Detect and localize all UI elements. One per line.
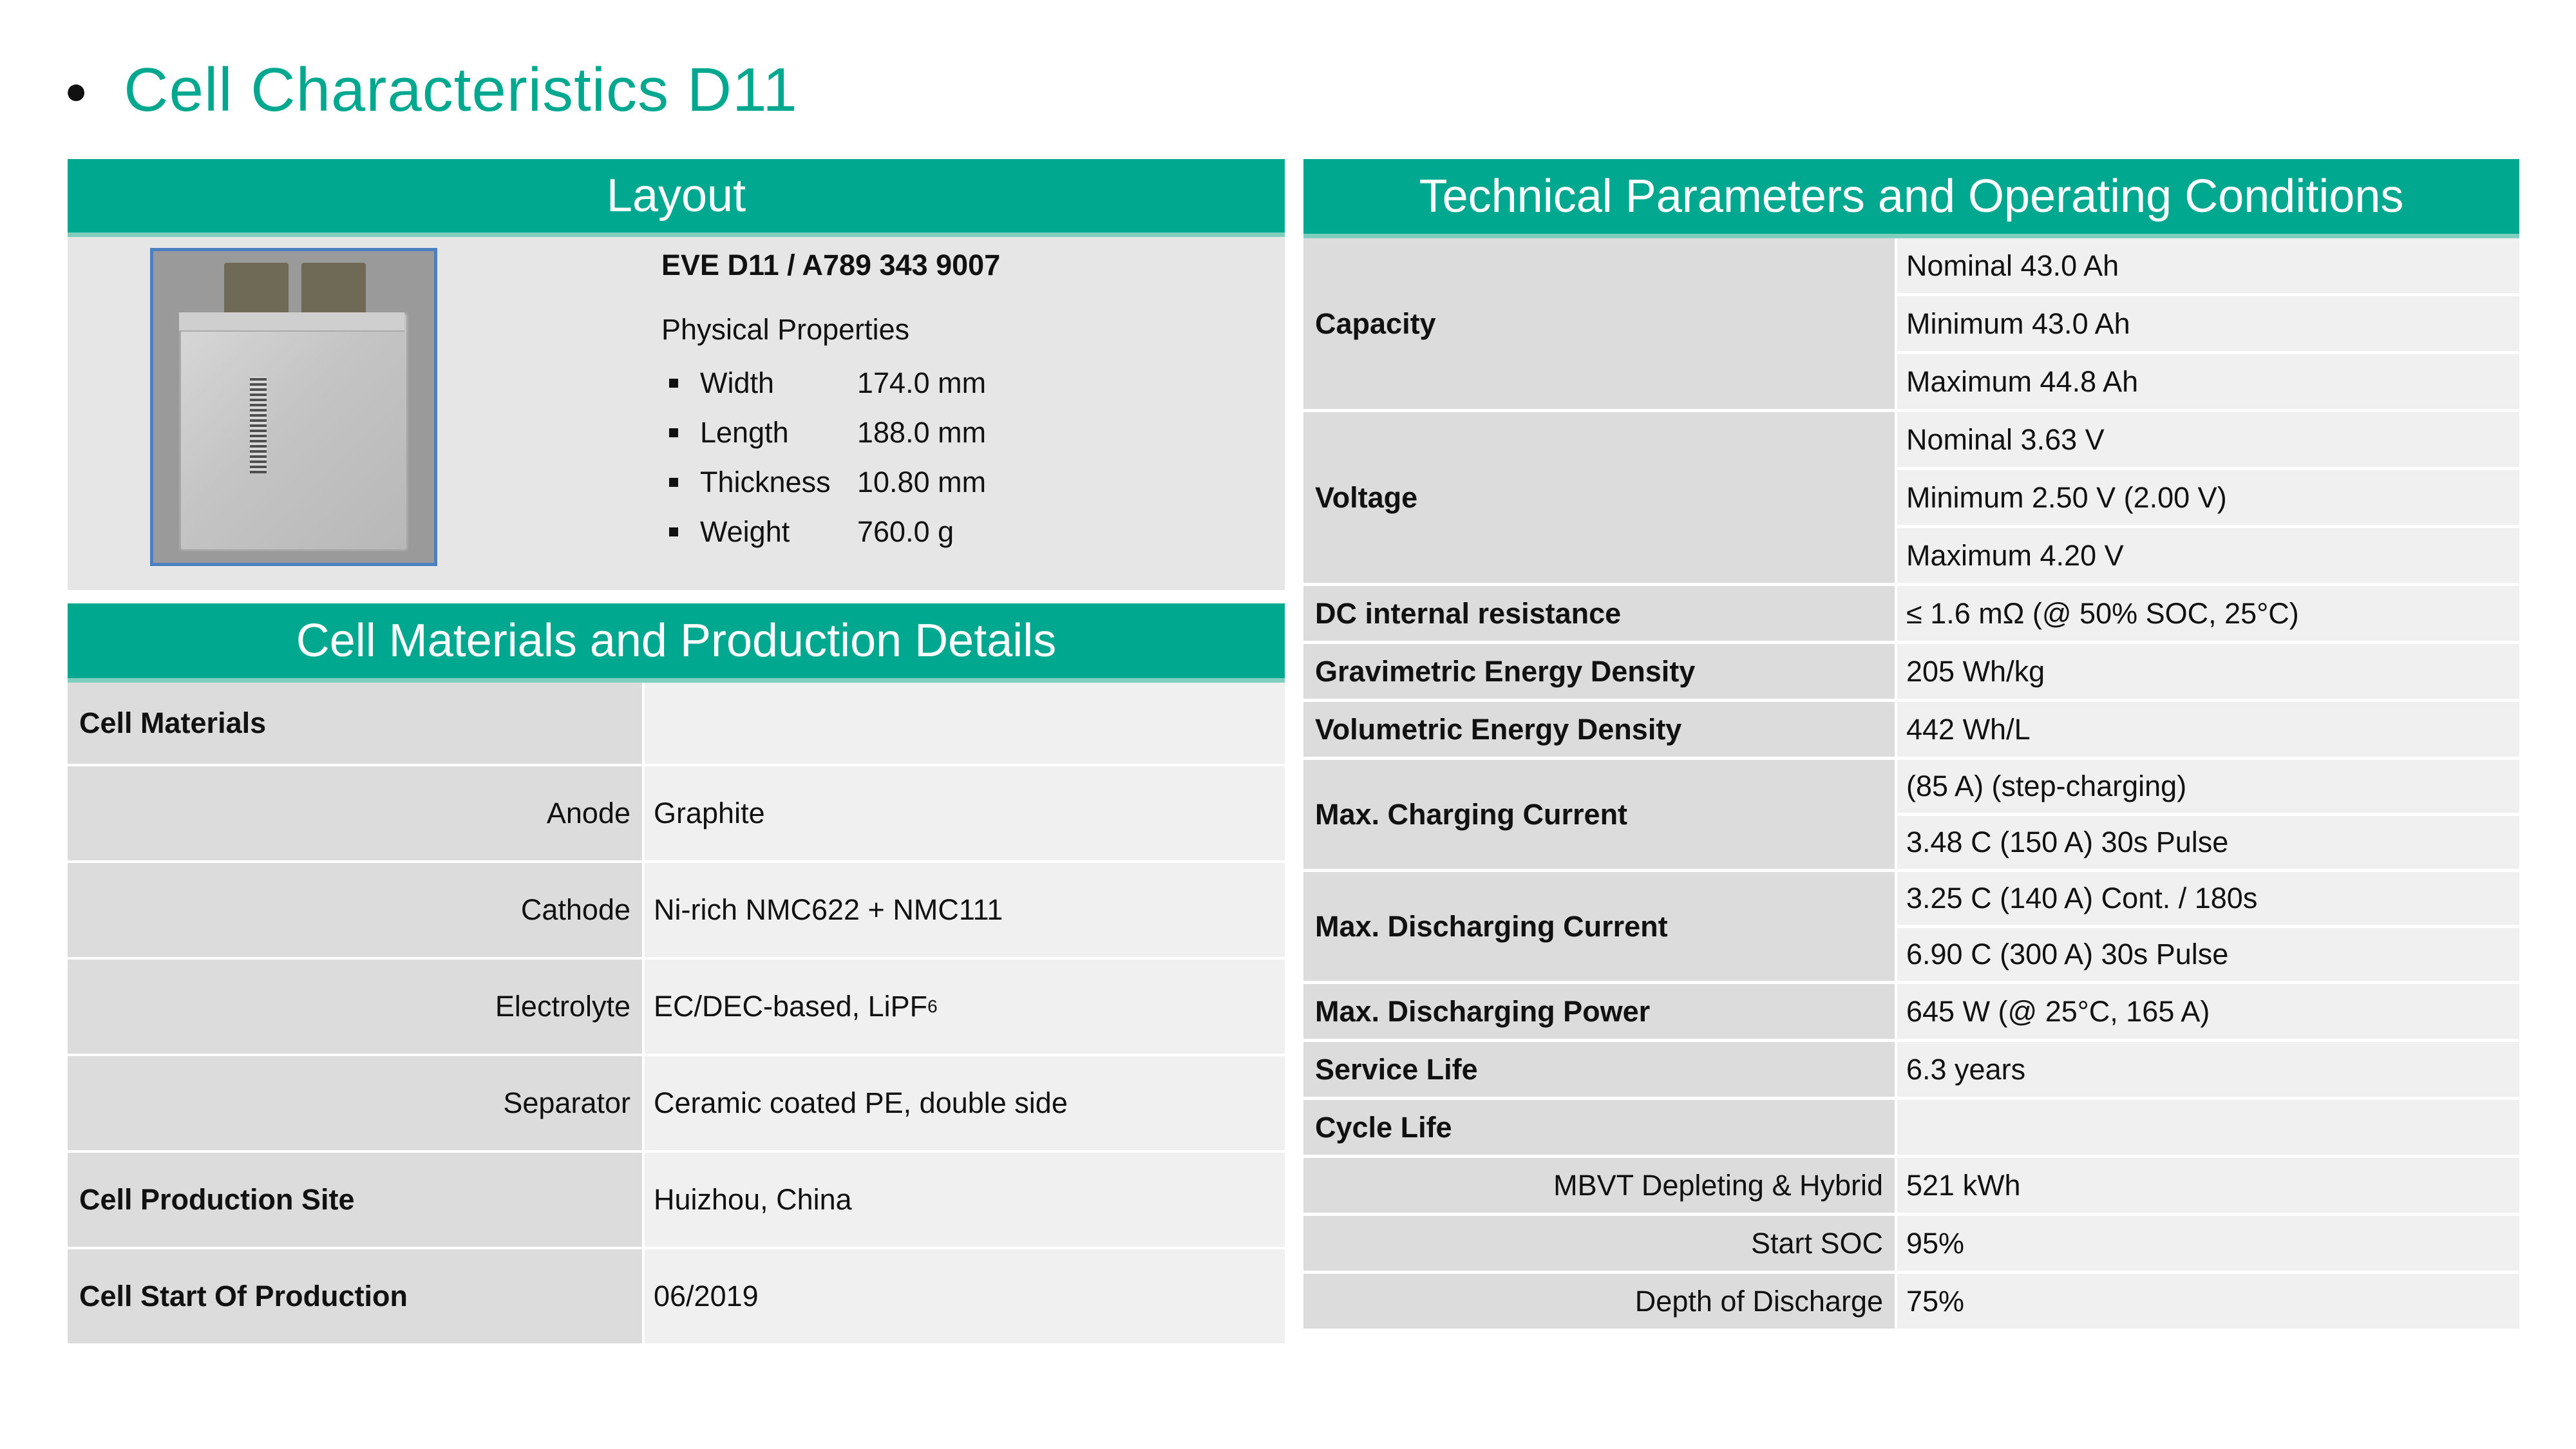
property-width [661,358,1000,408]
cell-tab-right [301,263,366,319]
table-row [1303,238,2519,409]
row-value: 6.3 years [1897,1042,2519,1097]
row-value: Huizhou, China [645,1153,1285,1247]
row-value: Minimum 2.50 V (2.00 V) [1897,470,2519,525]
square-bullet-icon [669,478,678,487]
property-value: 188.0 mm [857,415,987,449]
table-row [68,683,1285,764]
row-label: MBVT Depleting & Hybrid [1303,1158,1895,1213]
bullet-icon: ● [64,68,88,112]
table-row [1303,1042,2519,1097]
layout-header: Layout [68,159,1285,237]
row-value: 3.25 C (140 A) Cont. / 180s [1897,872,2519,925]
electrolyte-value: EC/DEC-based, LiPF [654,990,928,1023]
table-row [68,1249,1285,1343]
page-title [64,52,798,129]
row-label: Capacity [1303,238,1895,409]
row-label: Volumetric Energy Density [1303,702,1895,757]
technical-table [1303,238,2519,1332]
property-name: Thickness [700,465,831,498]
layout-info [661,249,1000,556]
table-row [1303,872,2519,981]
table-row [1303,412,2519,583]
part-number: EVE D11 / A789 343 9007 [661,249,1001,281]
property-value: 760.0 g [857,515,954,548]
row-label: Service Life [1303,1042,1895,1097]
row-label: Start SOC [1303,1216,1895,1271]
row-value: 3.48 C (150 A) 30s Pulse [1897,816,2519,869]
row-label: Cell Materials [68,683,642,764]
row-value: ≤ 1.6 mΩ (@ 50% SOC, 25°C) [1897,586,2519,641]
property-thickness [661,457,1000,507]
row-label: DC internal resistance [1303,586,1895,641]
physical-properties-list [661,358,1000,556]
physical-properties-label: Physical Properties [661,313,910,346]
row-value: Nominal 3.63 V [1897,412,2519,467]
row-label: Depth of Discharge [1303,1274,1895,1329]
table-row [1303,644,2519,699]
electrolyte-subscript: 6 [927,996,938,1016]
property-weight [661,507,1000,556]
row-label: Cycle Life [1303,1100,1895,1155]
square-bullet-icon [669,527,678,536]
table-row [1303,1216,2519,1271]
row-value: Maximum 4.20 V [1897,528,2519,583]
row-value: 75% [1897,1274,2519,1329]
table-row [68,766,1285,860]
row-value: 442 Wh/L [1897,702,2519,757]
row-label: Cell Start Of Production [68,1249,642,1343]
cell-pouch [179,312,408,551]
row-label: Max. Charging Current [1303,760,1895,869]
row-value: 06/2019 [645,1249,1285,1343]
cell-barcode [250,377,267,473]
table-row [1303,1274,2519,1329]
table-row [1303,984,2519,1039]
row-value [1897,1100,2519,1155]
layout-panel [68,237,1285,590]
table-row [68,1056,1285,1150]
property-length [661,408,1000,457]
row-label: Separator [68,1056,642,1150]
row-label: Anode [68,766,642,860]
row-label: Cathode [68,863,642,957]
row-label: Max. Discharging Current [1303,872,1895,981]
table-row [68,1153,1285,1247]
table-row [1303,760,2519,869]
row-value: 645 W (@ 25°C, 165 A) [1897,984,2519,1039]
row-value [645,960,1285,1054]
row-label: Electrolyte [68,960,642,1054]
cell-seal [179,312,404,332]
row-value: 95% [1897,1216,2519,1271]
row-label: Cell Production Site [68,1153,642,1247]
table-row [1303,586,2519,641]
row-value: 521 kWh [1897,1158,2519,1213]
property-value: 10.80 mm [857,465,987,498]
table-row [1303,1100,2519,1155]
table-row [1303,702,2519,757]
row-value: 205 Wh/kg [1897,644,2519,699]
row-label: Gravimetric Energy Density [1303,644,1895,699]
row-value [645,683,1285,764]
row-value: Graphite [645,766,1285,860]
materials-table [68,683,1285,1346]
materials-header: Cell Materials and Production Details [68,603,1285,683]
row-value: Maximum 44.8 Ah [1897,354,2519,409]
property-value: 174.0 mm [857,366,987,399]
table-row [68,863,1285,957]
property-name: Weight [700,515,790,548]
row-value: Ni-rich NMC622 + NMC111 [645,863,1285,957]
row-value: (85 A) (step-charging) [1897,760,2519,813]
page-title-text: Cell Characteristics D11 [124,55,798,124]
row-value: Nominal 43.0 Ah [1897,238,2519,293]
square-bullet-icon [669,379,678,388]
cell-tab-left [224,263,289,319]
row-value: Minimum 43.0 Ah [1897,296,2519,351]
row-label: Max. Discharging Power [1303,984,1895,1039]
table-row [68,960,1285,1054]
property-name: Width [700,366,775,399]
row-value: Ceramic coated PE, double side [645,1056,1285,1150]
row-value: 6.90 C (300 A) 30s Pulse [1897,928,2519,981]
table-row [1303,1158,2519,1213]
row-label: Voltage [1303,412,1895,583]
battery-cell-image [150,248,437,566]
square-bullet-icon [669,428,678,437]
technical-header: Technical Parameters and Operating Conditions [1303,159,2519,238]
property-name: Length [700,415,789,449]
